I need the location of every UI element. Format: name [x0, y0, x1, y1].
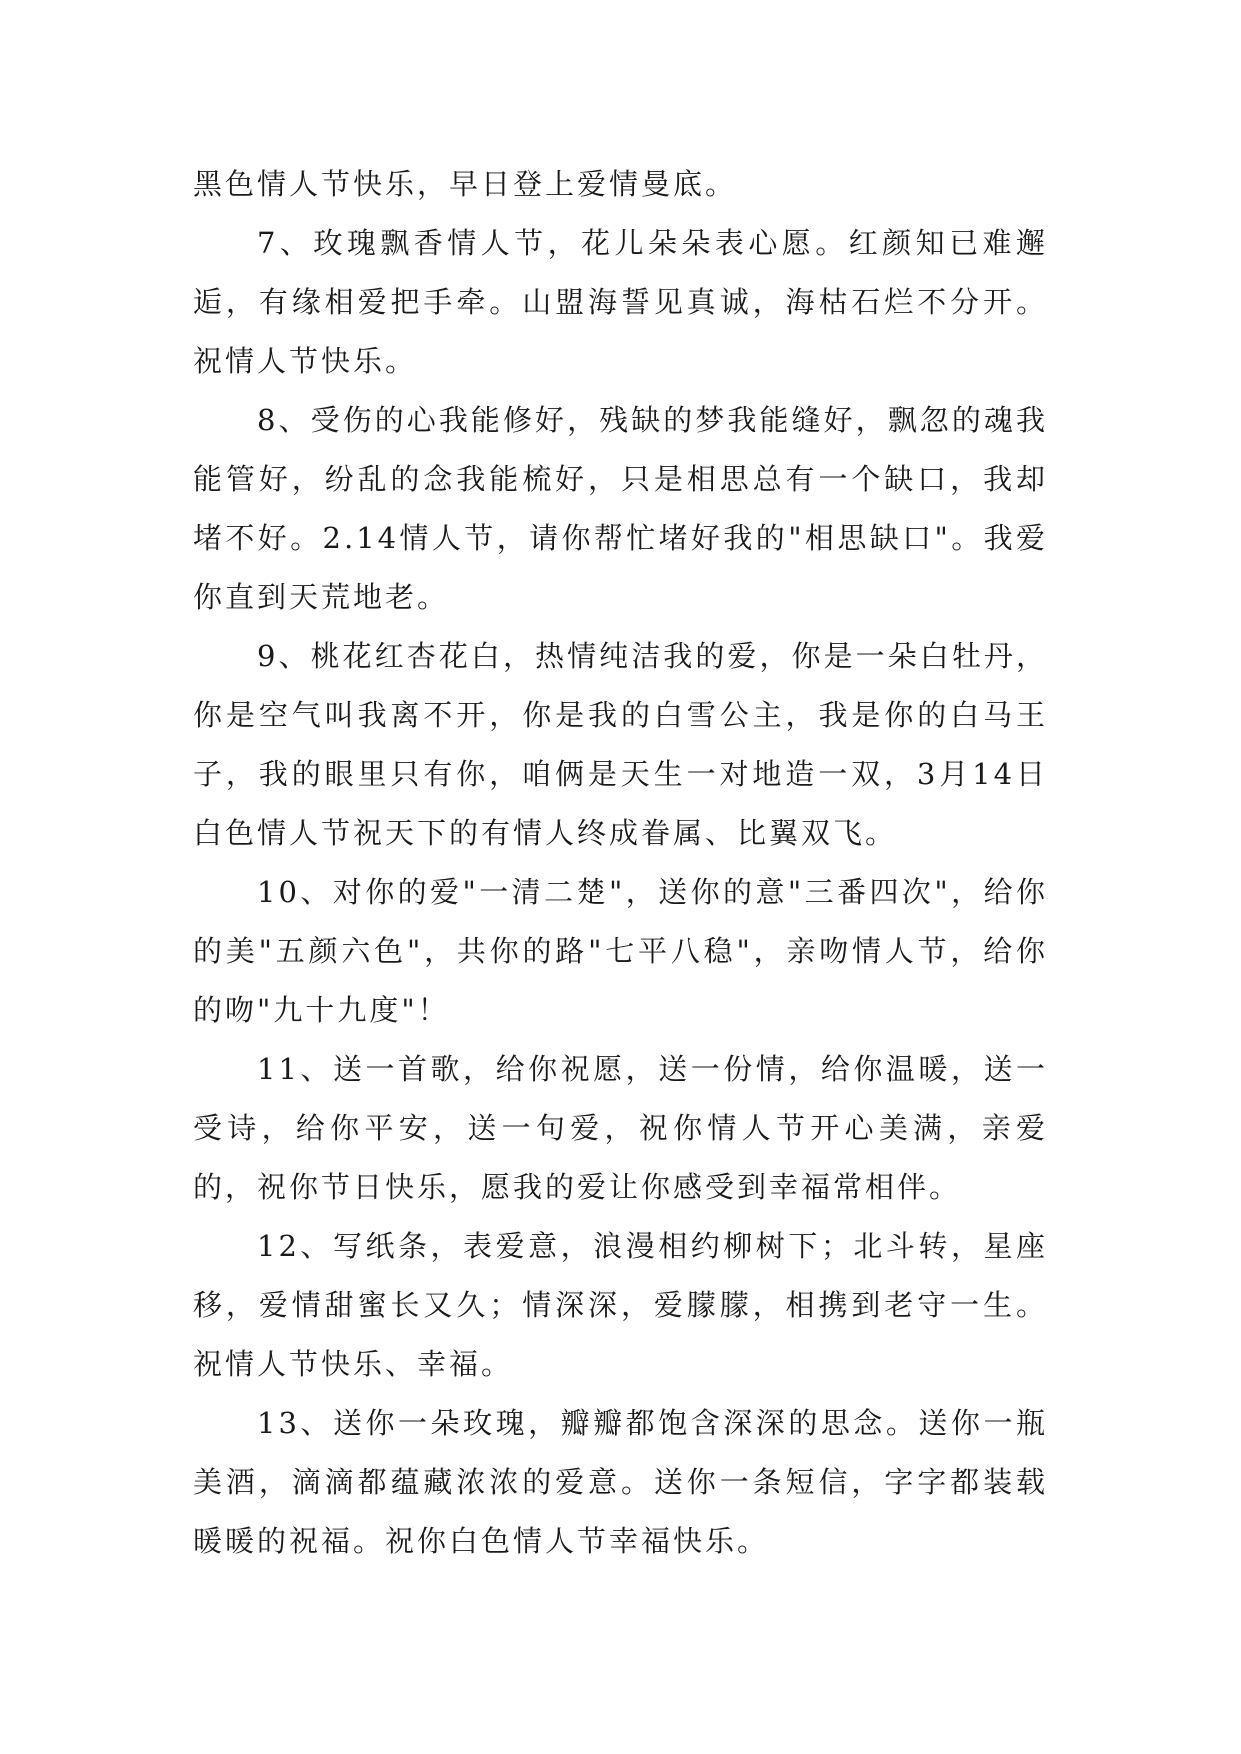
document-page: [193, 155, 1048, 1571]
paragraph-item-10: 10、对你的爱"一清二楚"，送你的意"三番四次"，给你的美"五颜六色"，共你的路"七平八稳"，亲吻情人节，给你的吻"九十九度"！: [193, 875, 1048, 1027]
paragraph-item-12: 12、写纸条，表爱意，浪漫相约柳树下；北斗转，星座移，爱情甜蜜长又久；情深深，爱朦朦，相携到老守一生。祝情人节快乐、幸福。: [193, 1229, 1048, 1381]
paragraph-item-11: 11、送一首歌，给你祝愿，送一份情，给你温暖，送一受诗，给你平安，送一句爱，祝你情人节开心美满，亲爱的，祝你节日快乐，愿我的爱让你感受到幸福常相伴。: [193, 1052, 1048, 1204]
paragraph-item-13: 13、送你一朵玫瑰，瓣瓣都饱含深深的思念。送你一瓶美酒，滴滴都蕴藏浓浓的爱意。送你一条短信，字字都装载暖暖的祝福。祝你白色情人节幸福快乐。: [193, 1406, 1048, 1558]
paragraph-item-7: 7、玫瑰飘香情人节，花儿朵朵表心愿。红颜知已难邂逅，有缘相爱把手牵。山盟海誓见真诚，海枯石烂不分开。祝情人节快乐。: [193, 226, 1048, 378]
paragraph-item-8: 8、受伤的心我能修好，残缺的梦我能缝好，飘忽的魂我能管好，纷乱的念我能梳好，只是相思总有一个缺口，我却堵不好。2.14情人节，请你帮忙堵好我的"相思缺口"。我爱你直到天荒地老。: [193, 403, 1048, 614]
paragraph-continuation: 黑色情人节快乐，早日登上爱情曼底。: [193, 167, 738, 201]
paragraph-item-9: 9、桃花红杏花白，热情纯洁我的爱，你是一朵白牡丹，你是空气叫我离不开，你是我的白雪公主，我是你的白马王子，我的眼里只有你，咱俩是天生一对地造一双，3月14日白色情人节祝天下的有情人终成眷属、比翼双飞。: [193, 639, 1048, 850]
